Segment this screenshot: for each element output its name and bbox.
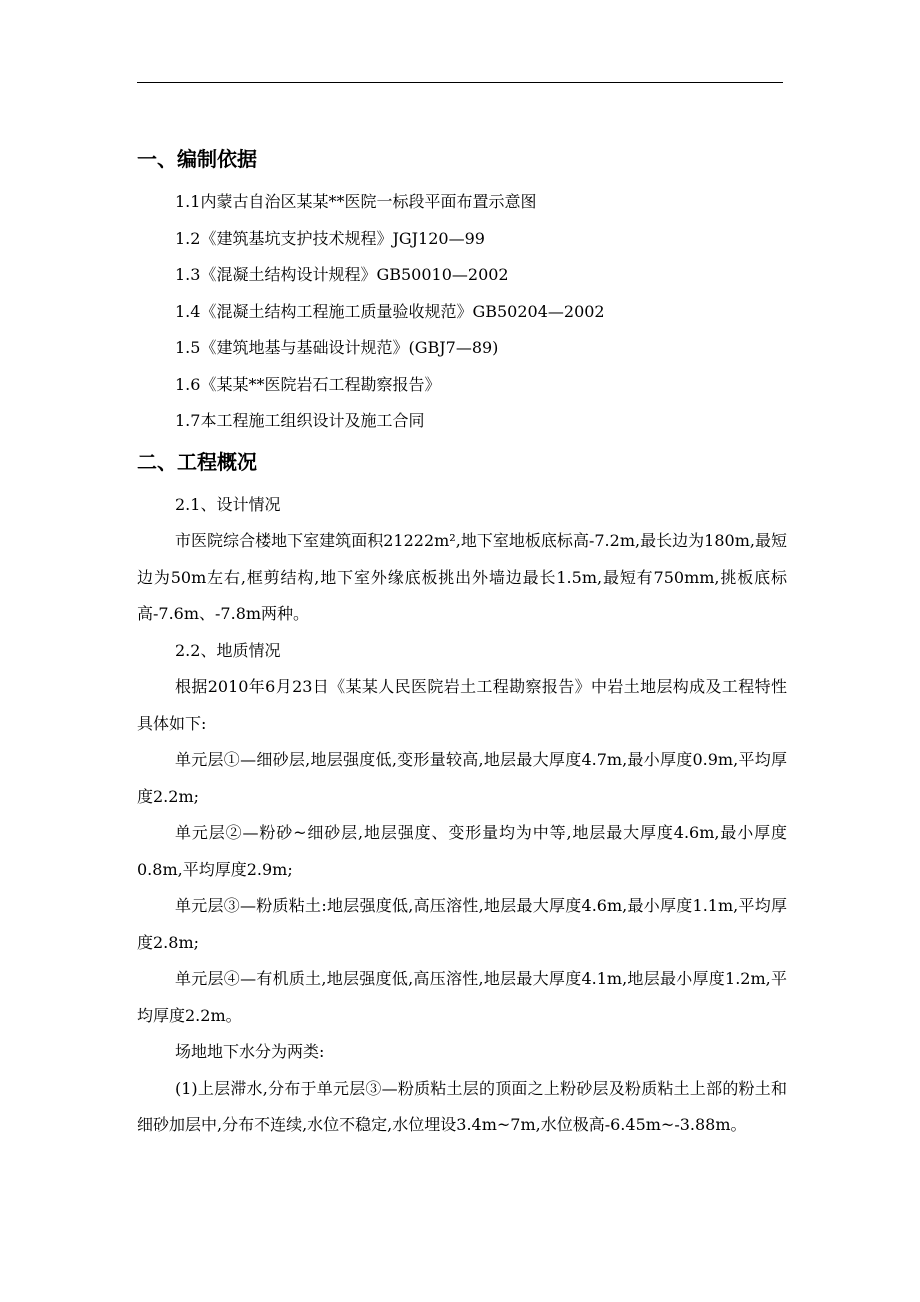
layer-paragraph: 单元层④—有机质土,地层强度低,高压溶性,地层最大厚度4.1m,地层最小厚度1.2m,平均厚度2.2m。 (137, 969, 787, 1025)
basis-item: 1.4《混凝土结构工程施工质量验收规范》GB50204—2002 (175, 301, 605, 321)
layer-paragraph: 单元层①—细砂层,地层强度低,变形量较高,地层最大厚度4.7m,最小厚度0.9m,平均厚度2.2m; (137, 750, 787, 806)
basis-item: 1.3《混凝土结构设计规程》GB50010—2002 (175, 265, 509, 284)
subsection-title-design: 2.1、设计情况 (175, 494, 281, 514)
subsection-title-geology: 2.2、地质情况 (175, 640, 281, 660)
basis-item: 1.6《某某**医院岩石工程勘察报告》 (175, 374, 441, 394)
design-paragraph: 市医院综合楼地下室建筑面积21222m²,地下室地板底标高-7.2m,最长边为180m,最短边为50m左右,框剪结构,地下室外缘底板挑出外墙边最长1.5m,最短有750mm,挑板底标高-7.6m、-7.8m两种。 (137, 531, 787, 623)
layer-paragraph: 单元层③—粉质粘土:地层强度低,高压溶性,地层最大厚度4.6m,最小厚度1.1m,平均厚度2.8m; (137, 896, 787, 952)
basis-item: 1.2《建筑基坑支护技术规程》JGJ120—99 (175, 228, 485, 248)
groundwater-intro-paragraph: 场地地下水分为两类: (175, 1042, 325, 1061)
document-body (137, 138, 787, 1144)
section-heading-overview: 二、工程概况 (137, 449, 257, 474)
basis-item: 1.5《建筑地基与基础设计规范》(GBJ7—89) (175, 338, 499, 357)
geology-intro-paragraph: 根据2010年6月23日《某某人民医院岩土工程勘察报告》中岩土地层构成及工程特性具体如下: (137, 677, 787, 733)
section-heading-basis: 一、编制依据 (137, 147, 257, 171)
groundwater-item-paragraph: (1)上层滞水,分布于单元层③—粉质粘土层的顶面之上粉砂层及粉质粘土上部的粉土和细砂加层中,分布不连续,水位不稳定,水位埋设3.4m~7m,水位极高-6.45m~-3.88m。 (137, 1078, 787, 1134)
header-rule (137, 82, 783, 83)
basis-item: 1.1内蒙古自治区某某**医院一标段平面布置示意图 (175, 192, 537, 211)
basis-item: 1.7本工程施工组织设计及施工合同 (175, 411, 425, 430)
layer-paragraph: 单元层②—粉砂~细砂层,地层强度、变形量均为中等,地层最大厚度4.6m,最小厚度0.8m,平均厚度2.9m; (137, 823, 787, 879)
